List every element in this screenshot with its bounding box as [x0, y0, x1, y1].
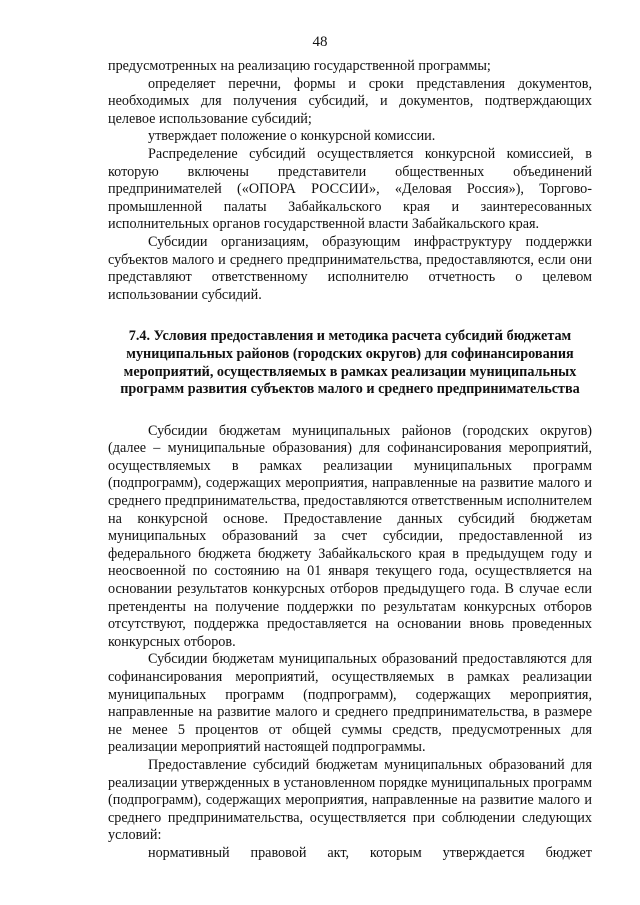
section-heading-line: мероприятий, осуществляемых в рамках реализации муниципальных	[123, 363, 577, 380]
paragraph: Субсидии бюджетам муниципальных районов (городских округов) (далее – муниципальные образования) для софинансирования мероприятий, осуществляемых в рамках реализации муниципальных программ (подпрограмм), содержащих мероприятия, направленные на развитие малого и среднего предпринимательства, предоставляются ответственным исполнителем на конкурсной основе. Предоставление данных субсидий бюджетам муниципальных образований за счет субсидии, предоставленной из федерального бюджета бюджету Забайкальского края в предыдущем году и неосвоенной по состоянию на 01 января текущего года, осуществляется на основании результатов конкурсных отборов предыдущего года. В случае если претенденты на получение поддержки по результатам конкурсных отборов отсутствуют, поддержка предоставляется на основании вновь проведенных конкурсных отборов.	[108, 422, 592, 650]
section-heading	[108, 328, 592, 398]
paragraph: Субсидии бюджетам муниципальных образований предоставляются для софинансирования мероприятий, осуществляемых в рамках реализации муниципальных программ (подпрограмм), содержащих мероприятия, направленные на развитие малого и среднего предпринимательства, в размере не менее 5 процентов от общей суммы средств, предусмотренных для реализации мероприятий настоящей подпрограммы.	[108, 651, 592, 756]
section-heading-line: 7.4. Условия предоставления и методика расчета субсидий бюджетам	[128, 328, 572, 345]
section-heading-line: муниципальных районов (городских округов) для софинансирования	[126, 345, 574, 362]
paragraph: Субсидии организациям, образующим инфраструктуру поддержки субъектов малого и среднего предпринимательства, предоставляются, если они представляют ответственному исполнителю отчетность о целевом использовании субсидий.	[108, 233, 592, 303]
document-body	[108, 58, 592, 863]
section-heading-line: программ развития субъектов малого и среднего предпринимательства	[120, 381, 580, 398]
paragraph: утверждает положение о конкурсной комиссии.	[148, 128, 436, 145]
paragraph: определяет перечни, формы и сроки представления документов, необходимых для получения субсидий, и документов, подтверждающих целевое использование субсидий;	[108, 75, 592, 127]
paragraph: Предоставление субсидий бюджетам муниципальных образований для реализации утвержденных в установленном порядке муниципальных программ (подпрограмм), содержащих мероприятия, направленные на развитие малого и среднего предпринимательства, осуществляется при соблюдении следующих условий:	[108, 756, 592, 844]
paragraph: Распределение субсидий осуществляется конкурсной комиссией, в которую включены представители общественных объединений предпринимателей («ОПОРА РОССИИ», «Деловая Россия»), Торгово-промышленной палаты Забайкальского края и заинтересованных исполнительных органов государственной власти Забайкальского края.	[108, 145, 592, 233]
paragraph: предусмотренных на реализацию государственной программы;	[108, 58, 491, 74]
page-number: 48	[312, 34, 328, 50]
paragraph: нормативный правовой акт, которым утверждается бюджет	[148, 844, 592, 861]
